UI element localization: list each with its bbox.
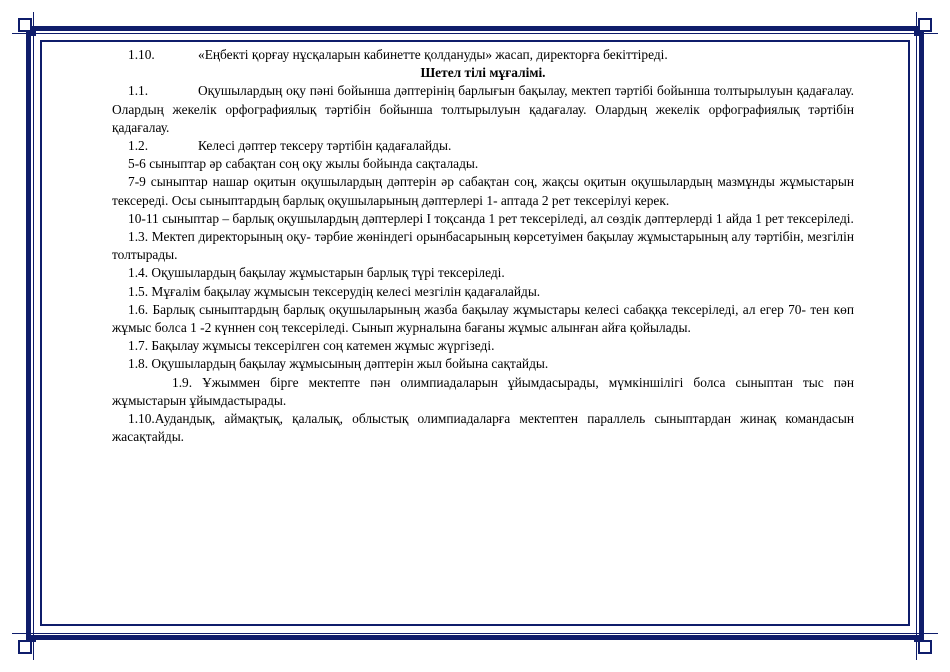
paragraph-1-8: 1.8. Оқушылардың бақылау жұмысының дәптерін жыл бойына сақтайды.	[128, 356, 549, 372]
paragraph-number: 1.10.	[128, 47, 155, 62]
paragraph-1-7: 1.7. Бақылау жұмысы тексерілген соң катемен жұмыс жүргізеді.	[128, 338, 495, 354]
paragraph-1-2	[112, 137, 854, 155]
paragraph-number: 1.2.	[128, 138, 149, 154]
frame-corner-dot	[30, 30, 36, 36]
frame-corner-top-right	[918, 18, 932, 32]
frame-corner-dot	[914, 636, 920, 642]
paragraph-1-4: 1.4. Оқушылардың бақылау жұмыстарын барлық түрі тексеріледі.	[128, 265, 505, 281]
paragraph-number: 1.1.	[128, 83, 149, 99]
paragraph-text: Келесі дәптер тексеру тәртібін қадағалайды.	[198, 138, 452, 154]
paragraph-1-6: 1.6. Барлық сыныптардың барлық оқушыларының жазба бақылау жұмыстары келесі сабаққа тексеріледі, ал егер 70- тен көп жұмыс болса 1 -2 күннен соң тексеріледі. Сынып журналына бағаны жұмыс алынған айға қойылады.	[112, 301, 854, 336]
paragraph-1-3: 1.3. Мектеп директорының оқу- тәрбие жөніндегі орынбасарының көрсетуімен бақылау жұмыстарының алу тәртібін, мезгілін толтырады.	[112, 229, 854, 263]
paragraph-text: Оқушылардың оқу пәні бойынша дәптерінің барлығын бақылау, мектеп тәртібі бойынша толтырылуын қадағалау. Олардың жекелік орфографиялық тәртібін бойынша толтырылуын қадағалау. Олардың жекелік орфографиялық тәртібін қадағалау.	[112, 83, 854, 135]
paragraph-1-1	[112, 82, 854, 137]
paragraph-1-5: 1.5. Мұғалім бақылау жұмысын тексерудің келесі мезгілін қадағалайды.	[128, 283, 541, 299]
paragraph-1-9: 1.9. Ұжыммен бірге мектепте пән олимпиадаларын ұйымдасырады, мүмкіншілігі болса сыныптан тыс пән жұмыстарын ұйымдастырады.	[112, 374, 854, 408]
frame-corner-dot	[914, 30, 920, 36]
frame-corner-bottom-right	[918, 640, 932, 654]
paragraph-text: «Еңбекті қорғау нұсқаларын кабинетте қолдануды» жасап, директорға бекіттіреді.	[198, 47, 668, 62]
paragraph-grades-5-6: 5-6 сыныптар әр сабақтан соң оқу жылы бойында сақталады.	[128, 156, 479, 172]
frame-corner-dot	[30, 636, 36, 642]
paragraph-grades-7-9: 7-9 сыныптар нашар оқитын оқушылардың дәптерін әр сабақтан соң, жақсы оқитын оқушылардың мазмұнды жұмыстарын тексереді. Осы сыныптардың барлық оқушыларының дәптерлері 1- аптада 2 рет тексерілуі керек.	[112, 174, 854, 208]
paragraph-1-10-safety	[112, 46, 854, 64]
paragraph-grades-10-11: 10-11 сыныптар – барлық оқушылардың дәптерлері I тоқсанда 1 рет тексеріледі, ал сөздік дәптерлерді 1 айда 1 рет тексеріледі.	[128, 210, 854, 226]
paragraph-1-10-olympiad: 1.10.Аудандық, аймақтық, қалалық, облыстық олимпиадаларға мектептен параллель сыныптардан жинақ командасын жасақтайды.	[112, 411, 854, 445]
frame-corner-bottom-left	[18, 640, 32, 654]
document-body	[112, 46, 854, 446]
section-heading: Шетел тілі мұғалімі.	[420, 65, 546, 81]
